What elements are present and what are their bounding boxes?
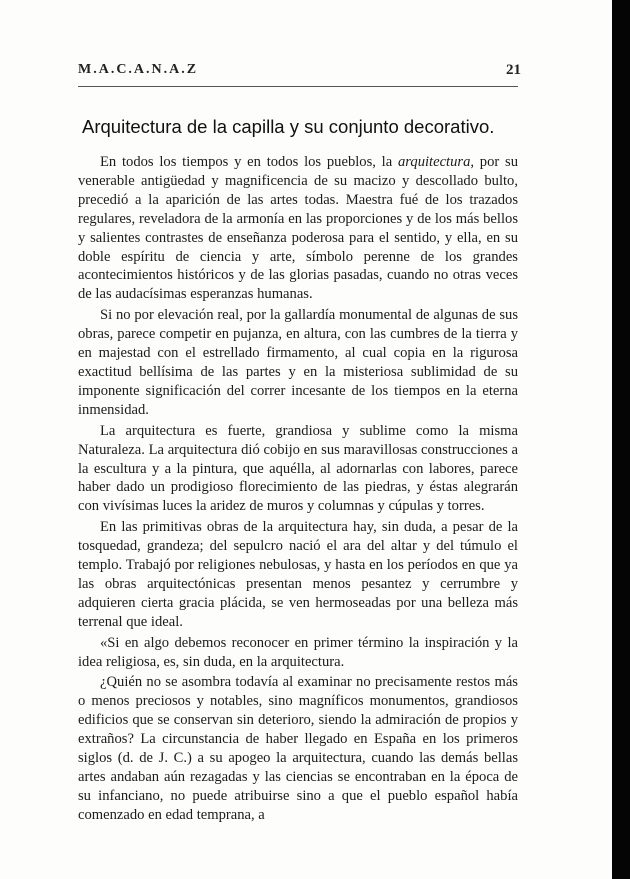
body-text (78, 153, 518, 825)
page-number: 21 (506, 62, 521, 78)
paragraph: «Si en algo debemos reconocer en primer término la inspiración y la idea religiosa, es, sin duda, en la arquitectura. (78, 634, 518, 670)
paragraph-text: En todos los tiempos y en todos los pueblos, la (100, 154, 398, 170)
paragraph: Si no por elevación real, por la gallardía monumental de algunas de sus obras, parece competir en pujanza, en altura, con las cumbres de la tierra y en majestad con el estrellado firmamento, al cual copia en la rigurosa exactitud bellísima de las partes y en la misteriosa sublimidad de su imponente significación del correr incesante de los tiempos en la eterna inmensidad. (78, 307, 518, 418)
scan-edge (612, 0, 630, 879)
running-title: M.A.C.A.N.A.Z (78, 62, 199, 77)
paragraph: La arquitectura es fuerte, grandiosa y sublime como la misma Naturaleza. La arquitectura dió cobijo en sus maravillosas construcciones a la escultura y a la pintura, que aquélla, al adornarlas con labores, parece haber dado un prodigioso florecimiento de las piedras, y éstas alegrarán con vivísimas luces la aridez de muros y columnas y cúpulas y torres. (78, 422, 518, 515)
chapter-title: Arquitectura de la capilla y su conjunto decorativo. (82, 116, 495, 137)
paragraph: ¿Quién no se asombra todavía al examinar no precisamente restos más o menos preciosos y notables, sino magníficos monumentos, grandiosos edificios que se conservan sin deterioro, siendo la admiración de propios y extraños? La circunstancia de haber llegado en España en los primeros siglos (d. de J. C.) a su apogeo la arquitectura, cuando las demás bellas artes andaban aún rezagadas y las ciencias se encontraban en la época de su infanciano, no puede atribuirse sino a que el pueblo español había comenzado en edad temprana, a (78, 674, 518, 823)
paragraph-text: por su venerable antigüedad y magnificencia de su macizo y descollado bulto, precedió a la aparición de las artes todas. Maestra fué de los trazados regulares, reveladora de la armonía en las proporciones y de los más bellos y salientes contrastes de enseñanza poderosa para el sentido, y ella, en su doble espíritu de ciencia y arte, símbolo perenne de los grandes acontecimientos históricos y de las glorias pasadas, cuando no otras veces de las audacísimas esperanzas humanas. (78, 154, 518, 303)
emphasized-word: arquitectura, (397, 154, 475, 170)
header-rule (78, 86, 518, 87)
paragraph: En las primitivas obras de la arquitectura hay, sin duda, a pesar de la tosquedad, grandeza; del sepulcro nació el ara del altar y del túmulo el templo. Trabajó por religiones nebulosas, y hasta en los períodos en que ya las obras arquitectónicas presentan menos pesantez y cerrumbre y adquieren cierta gracia plácida, se ven hermoseadas por una belleza más terrenal que ideal. (78, 519, 518, 630)
paragraph (78, 153, 518, 304)
